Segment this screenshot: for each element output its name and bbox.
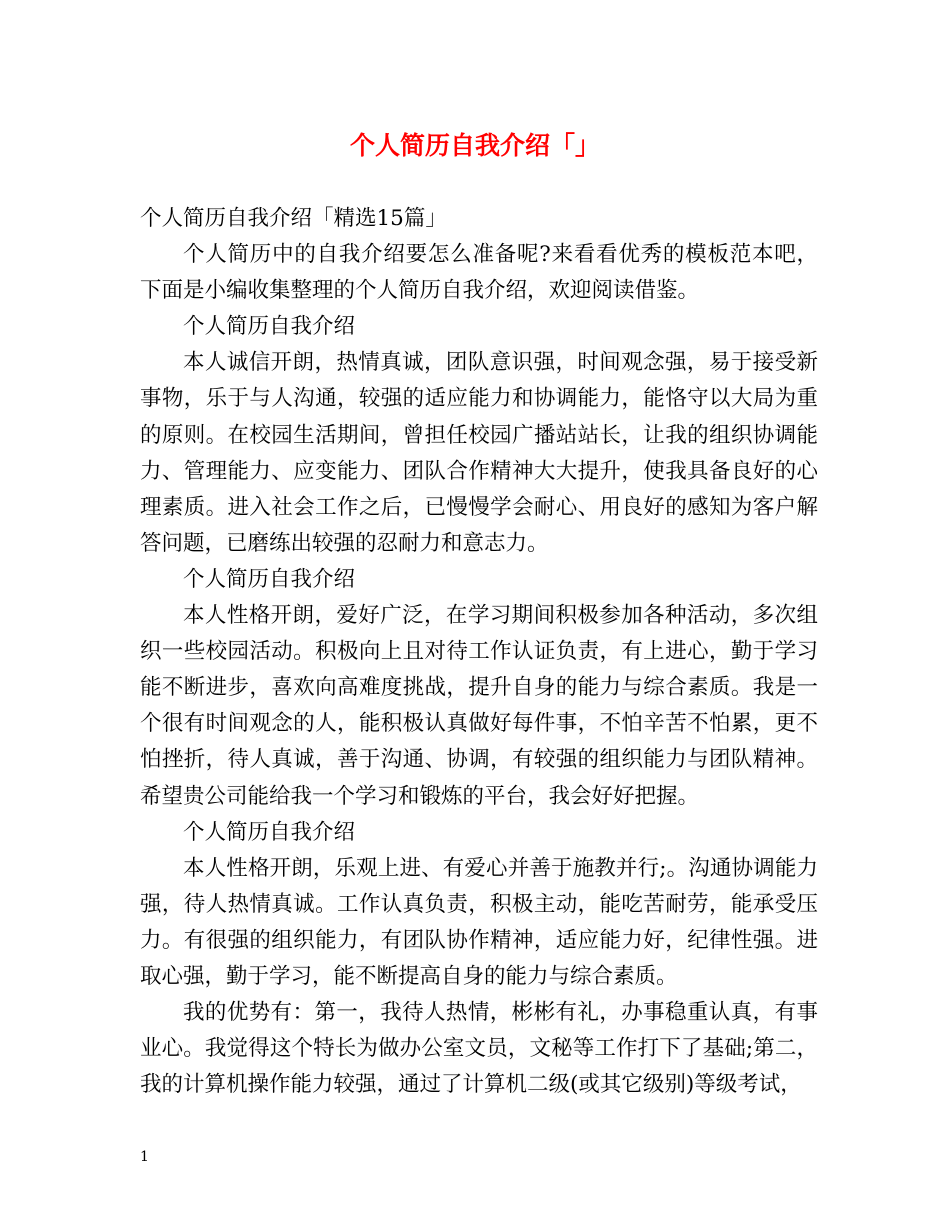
section-heading: 个人简历自我介绍: [183, 566, 356, 592]
body-paragraph: 我的优势有：第一，我待人热情，彬彬有礼，办事稳重认真，有事业心。我觉得这个特长为做办公室文员，文秘等工作打下了基础;第二，我的计算机操作能力较强，通过了计算机二级(或其它级别)等级考试，: [140, 1000, 818, 1098]
section-heading: 个人简历自我介绍: [183, 819, 356, 845]
body-paragraph: 本人诚信开朗，热情真诚，团队意识强，时间观念强，易于接受新事物，乐于与人沟通，较强的适应能力和协调能力，能恪守以大局为重的原则。在校园生活期间，曾担任校园广播站站长，让我的组织协调能力、管理能力、应变能力、团队合作精神大大提升，使我具备良好的心理素质。进入社会工作之后，已慢慢学会耐心、用良好的感知为客户解答问题，已磨练出较强的忍耐力和意志力。: [140, 350, 818, 556]
body-paragraph: 本人性格开朗，爱好广泛，在学习期间积极参加各种活动，多次组织一些校园活动。积极向上且对待工作认证负责，有上进心，勤于学习能不断进步，喜欢向高难度挑战，提升自身的能力与综合素质。我是一个很有时间观念的人，能积极认真做好每件事，不怕辛苦不怕累，更不怕挫折，待人真诚，善于沟通、协调，有较强的组织能力与团队精神。希望贵公司能给我一个学习和锻炼的平台，我会好好把握。: [140, 603, 818, 809]
body-paragraph: 本人性格开朗，乐观上进、有爱心并善于施教并行;。沟通协调能力强，待人热情真诚。工作认真负责，积极主动，能吃苦耐劳，能承受压力。有很强的组织能力，有团队协作精神，适应能力好，纪律性强。进取心强，勤于学习，能不断提高自身的能力与综合素质。: [140, 855, 818, 989]
document-body: [140, 201, 818, 1103]
intro-paragraph: 个人简历中的自我介绍要怎么准备呢?来看看优秀的模板范本吧，下面是小编收集整理的个人简历自我介绍，欢迎阅读借鉴。: [140, 242, 818, 304]
section-heading: 个人简历自我介绍: [183, 314, 356, 340]
page-number: 1: [140, 1149, 149, 1165]
document-subtitle: 个人简历自我介绍「精选15篇」: [140, 206, 447, 231]
document-title: 个人简历自我介绍「」: [349, 131, 600, 160]
